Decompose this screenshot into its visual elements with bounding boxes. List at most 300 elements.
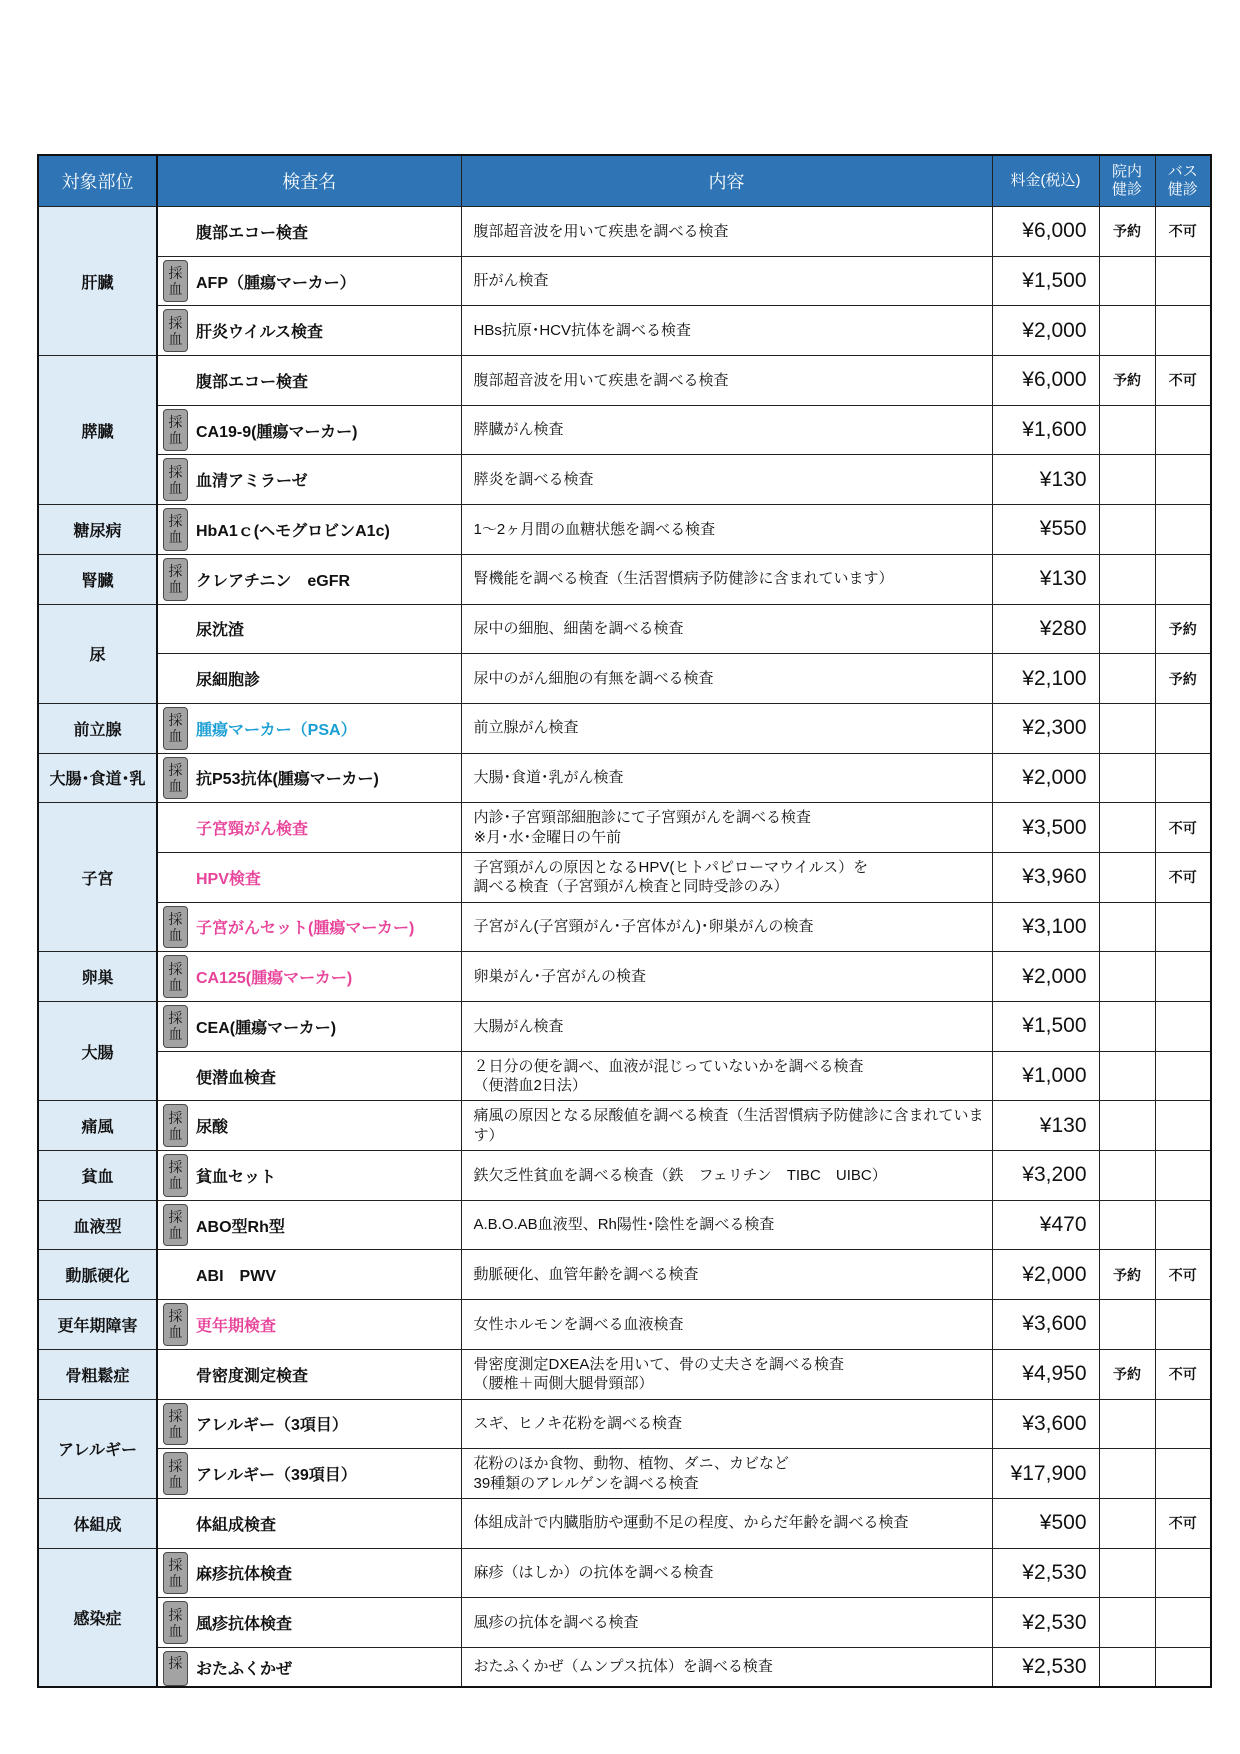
table-row [38, 554, 1211, 604]
bus-checkup-value: 不可 [1168, 869, 1197, 886]
table-row [38, 1399, 1211, 1449]
content-cell [461, 1647, 992, 1687]
clinic-checkup-cell [1099, 356, 1155, 406]
price-value: ¥6,000 [1022, 368, 1087, 392]
badge-char: 採 [168, 960, 183, 977]
content-cell [461, 1300, 992, 1350]
bus-checkup-cell [1155, 1399, 1211, 1449]
category-label: 大腸･食道･乳 [49, 771, 146, 789]
exam-name-cell [157, 356, 461, 406]
clinic-checkup-value: 予約 [1113, 1366, 1141, 1383]
table-row [38, 852, 1211, 902]
bus-checkup-value: 不可 [1168, 372, 1197, 389]
bus-checkup-value: 予約 [1168, 620, 1197, 637]
content-line: 風疹の抗体を調べる検査 [473, 1613, 639, 1631]
table-row [38, 1002, 1211, 1052]
content-line: HBs抗原･HCV抗体を調べる検査 [473, 321, 692, 339]
clinic-checkup-cell [1099, 803, 1155, 853]
clinic-checkup-cell [1099, 1002, 1155, 1052]
category-cell [38, 1548, 157, 1687]
clinic-checkup-cell [1099, 554, 1155, 604]
badge-char: 採 [168, 761, 183, 778]
price-value: ¥130 [1039, 1113, 1087, 1137]
bus-checkup-cell [1155, 1598, 1211, 1648]
exam-name: おたふくかぜ [196, 1660, 293, 1678]
category-cell [38, 207, 157, 356]
exam-name-cell [157, 1151, 461, 1201]
bus-checkup-cell [1155, 455, 1211, 505]
badge-char: 採 [168, 1654, 183, 1671]
clinic-checkup-cell [1099, 1051, 1155, 1101]
content-cell [461, 455, 992, 505]
price-cell [992, 505, 1099, 555]
clinic-checkup-cell [1099, 207, 1155, 257]
bus-checkup-cell [1155, 554, 1211, 604]
header-row [38, 155, 1211, 207]
badge-char: 血 [168, 479, 183, 496]
badge-char: 血 [168, 1622, 183, 1639]
price-cell [992, 1548, 1099, 1598]
price-value: ¥2,100 [1022, 666, 1087, 690]
content-line: 膵炎を調べる検査 [473, 471, 594, 489]
price-cell [992, 1399, 1099, 1449]
exam-name-cell [157, 703, 461, 753]
content-cell [461, 1449, 992, 1499]
content-cell [461, 1349, 992, 1399]
table-row [38, 1200, 1211, 1250]
exam-name-cell [157, 852, 461, 902]
price-value: ¥470 [1039, 1213, 1087, 1237]
exam-name-cell [157, 1200, 461, 1250]
bus-checkup-cell [1155, 1647, 1211, 1687]
content-line: 子宮頸がんの原因となるHPV(ヒトパピローマウイルス）を [473, 858, 869, 876]
category-label: 尿 [89, 647, 106, 665]
blood-sample-badge [163, 757, 188, 800]
exam-name-cell [157, 1002, 461, 1052]
badge-char: 血 [168, 330, 183, 347]
clinic-checkup-cell [1099, 1349, 1155, 1399]
price-value: ¥2,530 [1022, 1560, 1087, 1584]
price-value: ¥1,600 [1022, 418, 1087, 442]
content-line: 痛風の原因となる尿酸値を調べる検査（生活習慣病予防健診に含まれていま [473, 1107, 984, 1125]
content-line: スギ、ヒノキ花粉を調べる検査 [473, 1415, 683, 1433]
badge-char: 血 [168, 1225, 183, 1242]
bus-checkup-value: 不可 [1168, 1515, 1197, 1532]
header-bus-line1: バス [1167, 163, 1198, 180]
category-label: アレルギー [58, 1442, 137, 1460]
exam-name-cell [157, 1349, 461, 1399]
category-cell [38, 604, 157, 703]
content-cell [461, 604, 992, 654]
blood-sample-badge [163, 1601, 188, 1644]
price-cell [992, 1598, 1099, 1648]
category-label: 前立腺 [73, 721, 122, 739]
price-value: ¥2,530 [1022, 1610, 1087, 1634]
bus-checkup-cell [1155, 207, 1211, 257]
content-cell [461, 505, 992, 555]
content-line: 大腸がん検査 [473, 1017, 564, 1035]
blood-sample-badge [163, 906, 188, 949]
badge-char: 採 [168, 1407, 183, 1424]
badge-char: 採 [168, 1010, 183, 1027]
blood-sample-badge [163, 955, 188, 998]
table-row [38, 753, 1211, 803]
price-value: ¥2,000 [1022, 318, 1087, 342]
exam-name-cell [157, 604, 461, 654]
content-cell [461, 1548, 992, 1598]
clinic-checkup-cell [1099, 1200, 1155, 1250]
bus-checkup-value: 不可 [1168, 819, 1197, 836]
content-cell [461, 1399, 992, 1449]
category-cell [38, 803, 157, 952]
exam-name-cell [157, 505, 461, 555]
exam-name-cell [157, 902, 461, 952]
bus-checkup-cell [1155, 604, 1211, 654]
badge-char: 血 [168, 1423, 183, 1440]
price-cell [992, 1250, 1099, 1300]
bus-checkup-value: 不可 [1168, 223, 1197, 240]
bus-checkup-cell [1155, 1151, 1211, 1201]
clinic-checkup-cell [1099, 1300, 1155, 1350]
category-label: 血液型 [73, 1218, 122, 1236]
blood-sample-badge [163, 558, 188, 601]
exam-name: HPV検査 [196, 870, 261, 888]
price-value: ¥280 [1039, 616, 1087, 640]
content-cell [461, 1200, 992, 1250]
bus-checkup-cell [1155, 1250, 1211, 1300]
blood-sample-badge [163, 1154, 188, 1197]
exam-price-table [37, 154, 1212, 1688]
exam-name-cell [157, 1101, 461, 1151]
category-label: 腎臓 [81, 572, 114, 590]
content-cell [461, 1598, 992, 1648]
content-line: A.B.O.AB血液型、Rh陽性･陰性を調べる検査 [473, 1216, 775, 1234]
content-line: おたふくかぜ（ムンプス抗体）を調べる検査 [473, 1658, 773, 1676]
exam-name: CA125(腫瘍マーカー) [196, 970, 353, 988]
exam-name-cell [157, 1399, 461, 1449]
clinic-checkup-cell [1099, 1449, 1155, 1499]
content-line: 肝がん検査 [473, 272, 549, 290]
content-line: 尿中の細胞、細菌を調べる検査 [473, 620, 684, 638]
table-header [38, 155, 1211, 207]
table-row [38, 306, 1211, 356]
table-row [38, 356, 1211, 406]
badge-char: 血 [168, 1026, 183, 1043]
category-label: 感染症 [73, 1611, 122, 1628]
header-clinic-line1: 院内 [1111, 163, 1142, 180]
price-value: ¥2,000 [1022, 964, 1087, 988]
content-line: 尿中のがん細胞の有無を調べる検査 [473, 669, 714, 687]
exam-name: ABO型Rh型 [196, 1218, 285, 1236]
table-row [38, 1349, 1211, 1399]
content-line: 麻疹（はしか）の抗体を調べる検査 [473, 1564, 714, 1582]
table-row [38, 902, 1211, 952]
badge-char: 採 [168, 1457, 183, 1474]
content-cell [461, 306, 992, 356]
bus-checkup-cell [1155, 902, 1211, 952]
table-row [38, 1101, 1211, 1151]
bus-checkup-cell [1155, 852, 1211, 902]
badge-char: 血 [168, 529, 183, 546]
header-clinic-checkup [1099, 155, 1155, 207]
price-value: ¥550 [1039, 517, 1087, 541]
price-value: ¥3,600 [1022, 1312, 1087, 1336]
content-line: （腰椎＋両側大腿骨頸部） [473, 1375, 654, 1393]
content-line: 腹部超音波を用いて疾患を調べる検査 [473, 222, 729, 240]
content-cell [461, 1498, 992, 1548]
exam-name-cell [157, 1548, 461, 1598]
price-value: ¥2,530 [1022, 1655, 1087, 1679]
exam-name: AFP（腫瘍マーカー） [196, 274, 356, 292]
clinic-checkup-cell [1099, 902, 1155, 952]
table-row [38, 1300, 1211, 1350]
clinic-checkup-cell [1099, 455, 1155, 505]
blood-sample-badge [163, 1552, 188, 1595]
price-value: ¥1,500 [1022, 1014, 1087, 1038]
clinic-checkup-cell [1099, 1647, 1155, 1687]
exam-name-cell [157, 1300, 461, 1350]
price-value: ¥3,200 [1022, 1163, 1087, 1187]
price-cell [992, 654, 1099, 704]
clinic-checkup-cell [1099, 1151, 1155, 1201]
table-row [38, 1498, 1211, 1548]
exam-name: 抗P53抗体(腫瘍マーカー) [196, 771, 379, 789]
price-value: ¥4,950 [1022, 1362, 1087, 1386]
clinic-checkup-cell [1099, 1548, 1155, 1598]
exam-name-cell [157, 803, 461, 853]
price-cell [992, 1349, 1099, 1399]
header-bus-checkup [1155, 155, 1211, 207]
price-cell [992, 256, 1099, 306]
price-cell [992, 703, 1099, 753]
badge-char: 血 [168, 1175, 183, 1192]
exam-name-cell [157, 753, 461, 803]
clinic-checkup-value: 予約 [1113, 372, 1141, 389]
content-line: 前立腺がん検査 [473, 719, 579, 737]
exam-name-cell [157, 207, 461, 257]
blood-sample-badge [163, 508, 188, 551]
price-cell [992, 1002, 1099, 1052]
price-cell [992, 1449, 1099, 1499]
price-cell [992, 455, 1099, 505]
bus-checkup-cell [1155, 1101, 1211, 1151]
table-row [38, 1449, 1211, 1499]
table-row [38, 207, 1211, 257]
blood-sample-badge [163, 1651, 188, 1687]
table-row [38, 803, 1211, 853]
badge-char: 血 [168, 1324, 183, 1341]
clinic-checkup-cell [1099, 505, 1155, 555]
bus-checkup-value: 不可 [1168, 1266, 1197, 1283]
exam-name: CEA(腫瘍マーカー) [196, 1019, 337, 1037]
exam-name: ABI PWV [196, 1268, 277, 1286]
price-value: ¥6,000 [1022, 219, 1087, 243]
clinic-checkup-cell [1099, 852, 1155, 902]
bus-checkup-cell [1155, 505, 1211, 555]
exam-name-cell [157, 1498, 461, 1548]
category-label: 骨粗鬆症 [65, 1367, 130, 1385]
header-bus-line2: 健診 [1167, 181, 1198, 198]
badge-char: 採 [168, 1159, 183, 1176]
category-label: 痛風 [81, 1119, 114, 1137]
exam-name: 子宮がんセット(腫瘍マーカー) [196, 920, 415, 938]
content-line: ※月･水･金曜日の午前 [473, 828, 622, 846]
price-cell [992, 902, 1099, 952]
bus-checkup-cell [1155, 356, 1211, 406]
category-label: 体組成 [73, 1516, 122, 1534]
content-line: 大腸･食道･乳がん検査 [473, 769, 624, 787]
price-cell [992, 356, 1099, 406]
price-value: ¥3,100 [1022, 914, 1087, 938]
price-value: ¥3,960 [1022, 865, 1087, 889]
bus-checkup-cell [1155, 1498, 1211, 1548]
badge-char: 採 [168, 563, 183, 580]
table-row [38, 654, 1211, 704]
bus-checkup-cell [1155, 1300, 1211, 1350]
price-value: ¥17,900 [1010, 1461, 1087, 1485]
price-value: ¥2,000 [1022, 765, 1087, 789]
header-content: 内容 [461, 155, 992, 207]
content-line: す） [473, 1126, 504, 1144]
clinic-checkup-cell [1099, 753, 1155, 803]
category-cell [38, 1250, 157, 1300]
price-cell [992, 207, 1099, 257]
bus-checkup-cell [1155, 803, 1211, 853]
badge-char: 採 [168, 712, 183, 729]
badge-char: 血 [168, 579, 183, 596]
badge-char: 採 [168, 1209, 183, 1226]
bus-checkup-cell [1155, 256, 1211, 306]
header-exam-name: 検査名 [157, 155, 461, 207]
badge-char: 採 [168, 314, 183, 331]
category-label: 貧血 [81, 1168, 114, 1186]
price-cell [992, 1151, 1099, 1201]
exam-name-cell [157, 405, 461, 455]
clinic-checkup-cell [1099, 703, 1155, 753]
category-cell [38, 1151, 157, 1201]
content-cell [461, 207, 992, 257]
badge-char: 採 [168, 1109, 183, 1126]
content-line: 調べる検査（子宮頸がん検査と同時受診のみ） [473, 878, 789, 896]
exam-name: 腹部エコー検査 [196, 373, 309, 391]
content-line: 1～2ヶ月間の血糖状態を調べる検査 [473, 520, 716, 538]
category-label: 動脈硬化 [65, 1268, 130, 1286]
content-cell [461, 1250, 992, 1300]
table-row [38, 952, 1211, 1002]
exam-name-cell [157, 554, 461, 604]
exam-name: 腫瘍マーカー（PSA） [196, 721, 357, 739]
price-value: ¥2,000 [1022, 1262, 1087, 1286]
table-row [38, 1250, 1211, 1300]
price-value: ¥3,500 [1022, 815, 1087, 839]
exam-name-cell [157, 1647, 461, 1687]
badge-char: 採 [168, 1308, 183, 1325]
table-row [38, 455, 1211, 505]
bus-checkup-cell [1155, 1002, 1211, 1052]
exam-name-cell [157, 1051, 461, 1101]
exam-name-cell [157, 1598, 461, 1648]
bus-checkup-cell [1155, 654, 1211, 704]
content-line: 鉄欠乏性貧血を調べる検査（鉄 フェリチン TIBC UIBC） [473, 1166, 887, 1184]
content-cell [461, 554, 992, 604]
exam-name-cell [157, 306, 461, 356]
category-label: 卵巣 [81, 970, 114, 988]
table-row [38, 1548, 1211, 1598]
exam-name-cell [157, 256, 461, 306]
table-row [38, 1598, 1211, 1648]
content-cell [461, 256, 992, 306]
content-line: 39種類のアレルゲンを調べる検査 [473, 1474, 699, 1492]
clinic-checkup-cell [1099, 306, 1155, 356]
category-cell [38, 356, 157, 505]
table-body [38, 207, 1211, 1688]
bus-checkup-cell [1155, 1548, 1211, 1598]
content-cell [461, 654, 992, 704]
content-line: 骨密度測定DXEA法を用いて、骨の丈夫さを調べる検査 [473, 1355, 845, 1373]
badge-char: 採 [168, 910, 183, 927]
blood-sample-badge [163, 409, 188, 452]
clinic-checkup-cell [1099, 604, 1155, 654]
blood-sample-badge [163, 1104, 188, 1147]
exam-name: 麻疹抗体検査 [196, 1566, 293, 1584]
price-cell [992, 1300, 1099, 1350]
price-cell [992, 1051, 1099, 1101]
content-cell [461, 1051, 992, 1101]
category-label: 更年期障害 [57, 1317, 138, 1335]
clinic-checkup-cell [1099, 654, 1155, 704]
category-label: 膵臓 [81, 423, 114, 441]
category-cell [38, 1399, 157, 1498]
category-label: 大腸 [81, 1044, 114, 1062]
category-label: 糖尿病 [73, 522, 122, 540]
content-cell [461, 1101, 992, 1151]
exam-name-cell [157, 654, 461, 704]
content-line: 動脈硬化、血管年齢を調べる検査 [473, 1266, 699, 1284]
blood-sample-badge [163, 260, 188, 303]
table-row [38, 604, 1211, 654]
exam-name: 子宮頸がん検査 [196, 821, 309, 839]
bus-checkup-cell [1155, 703, 1211, 753]
content-cell [461, 356, 992, 406]
table-row [38, 405, 1211, 455]
exam-name-cell [157, 455, 461, 505]
bus-checkup-cell [1155, 306, 1211, 356]
exam-name-cell [157, 1449, 461, 1499]
badge-char: 採 [168, 265, 183, 282]
bus-checkup-cell [1155, 1349, 1211, 1399]
price-cell [992, 803, 1099, 853]
bus-checkup-cell [1155, 1051, 1211, 1101]
bus-checkup-cell [1155, 1200, 1211, 1250]
exam-name: 風疹抗体検査 [196, 1616, 293, 1634]
exam-name: アレルギー（3項目） [196, 1417, 348, 1435]
category-label: 子宮 [81, 870, 114, 888]
badge-char: 採 [168, 414, 183, 431]
content-line: 腎機能を調べる検査（生活習慣病予防健診に含まれています） [473, 570, 894, 588]
blood-sample-badge [163, 1204, 188, 1247]
category-cell [38, 1101, 157, 1151]
content-cell [461, 405, 992, 455]
price-cell [992, 1200, 1099, 1250]
badge-char: 血 [168, 1125, 183, 1142]
price-cell [992, 852, 1099, 902]
blood-sample-badge [163, 458, 188, 501]
exam-name: 体組成検査 [196, 1516, 277, 1534]
clinic-checkup-cell [1099, 1101, 1155, 1151]
badge-char: 血 [168, 1473, 183, 1490]
badge-char: 血 [168, 777, 183, 794]
table-row [38, 703, 1211, 753]
